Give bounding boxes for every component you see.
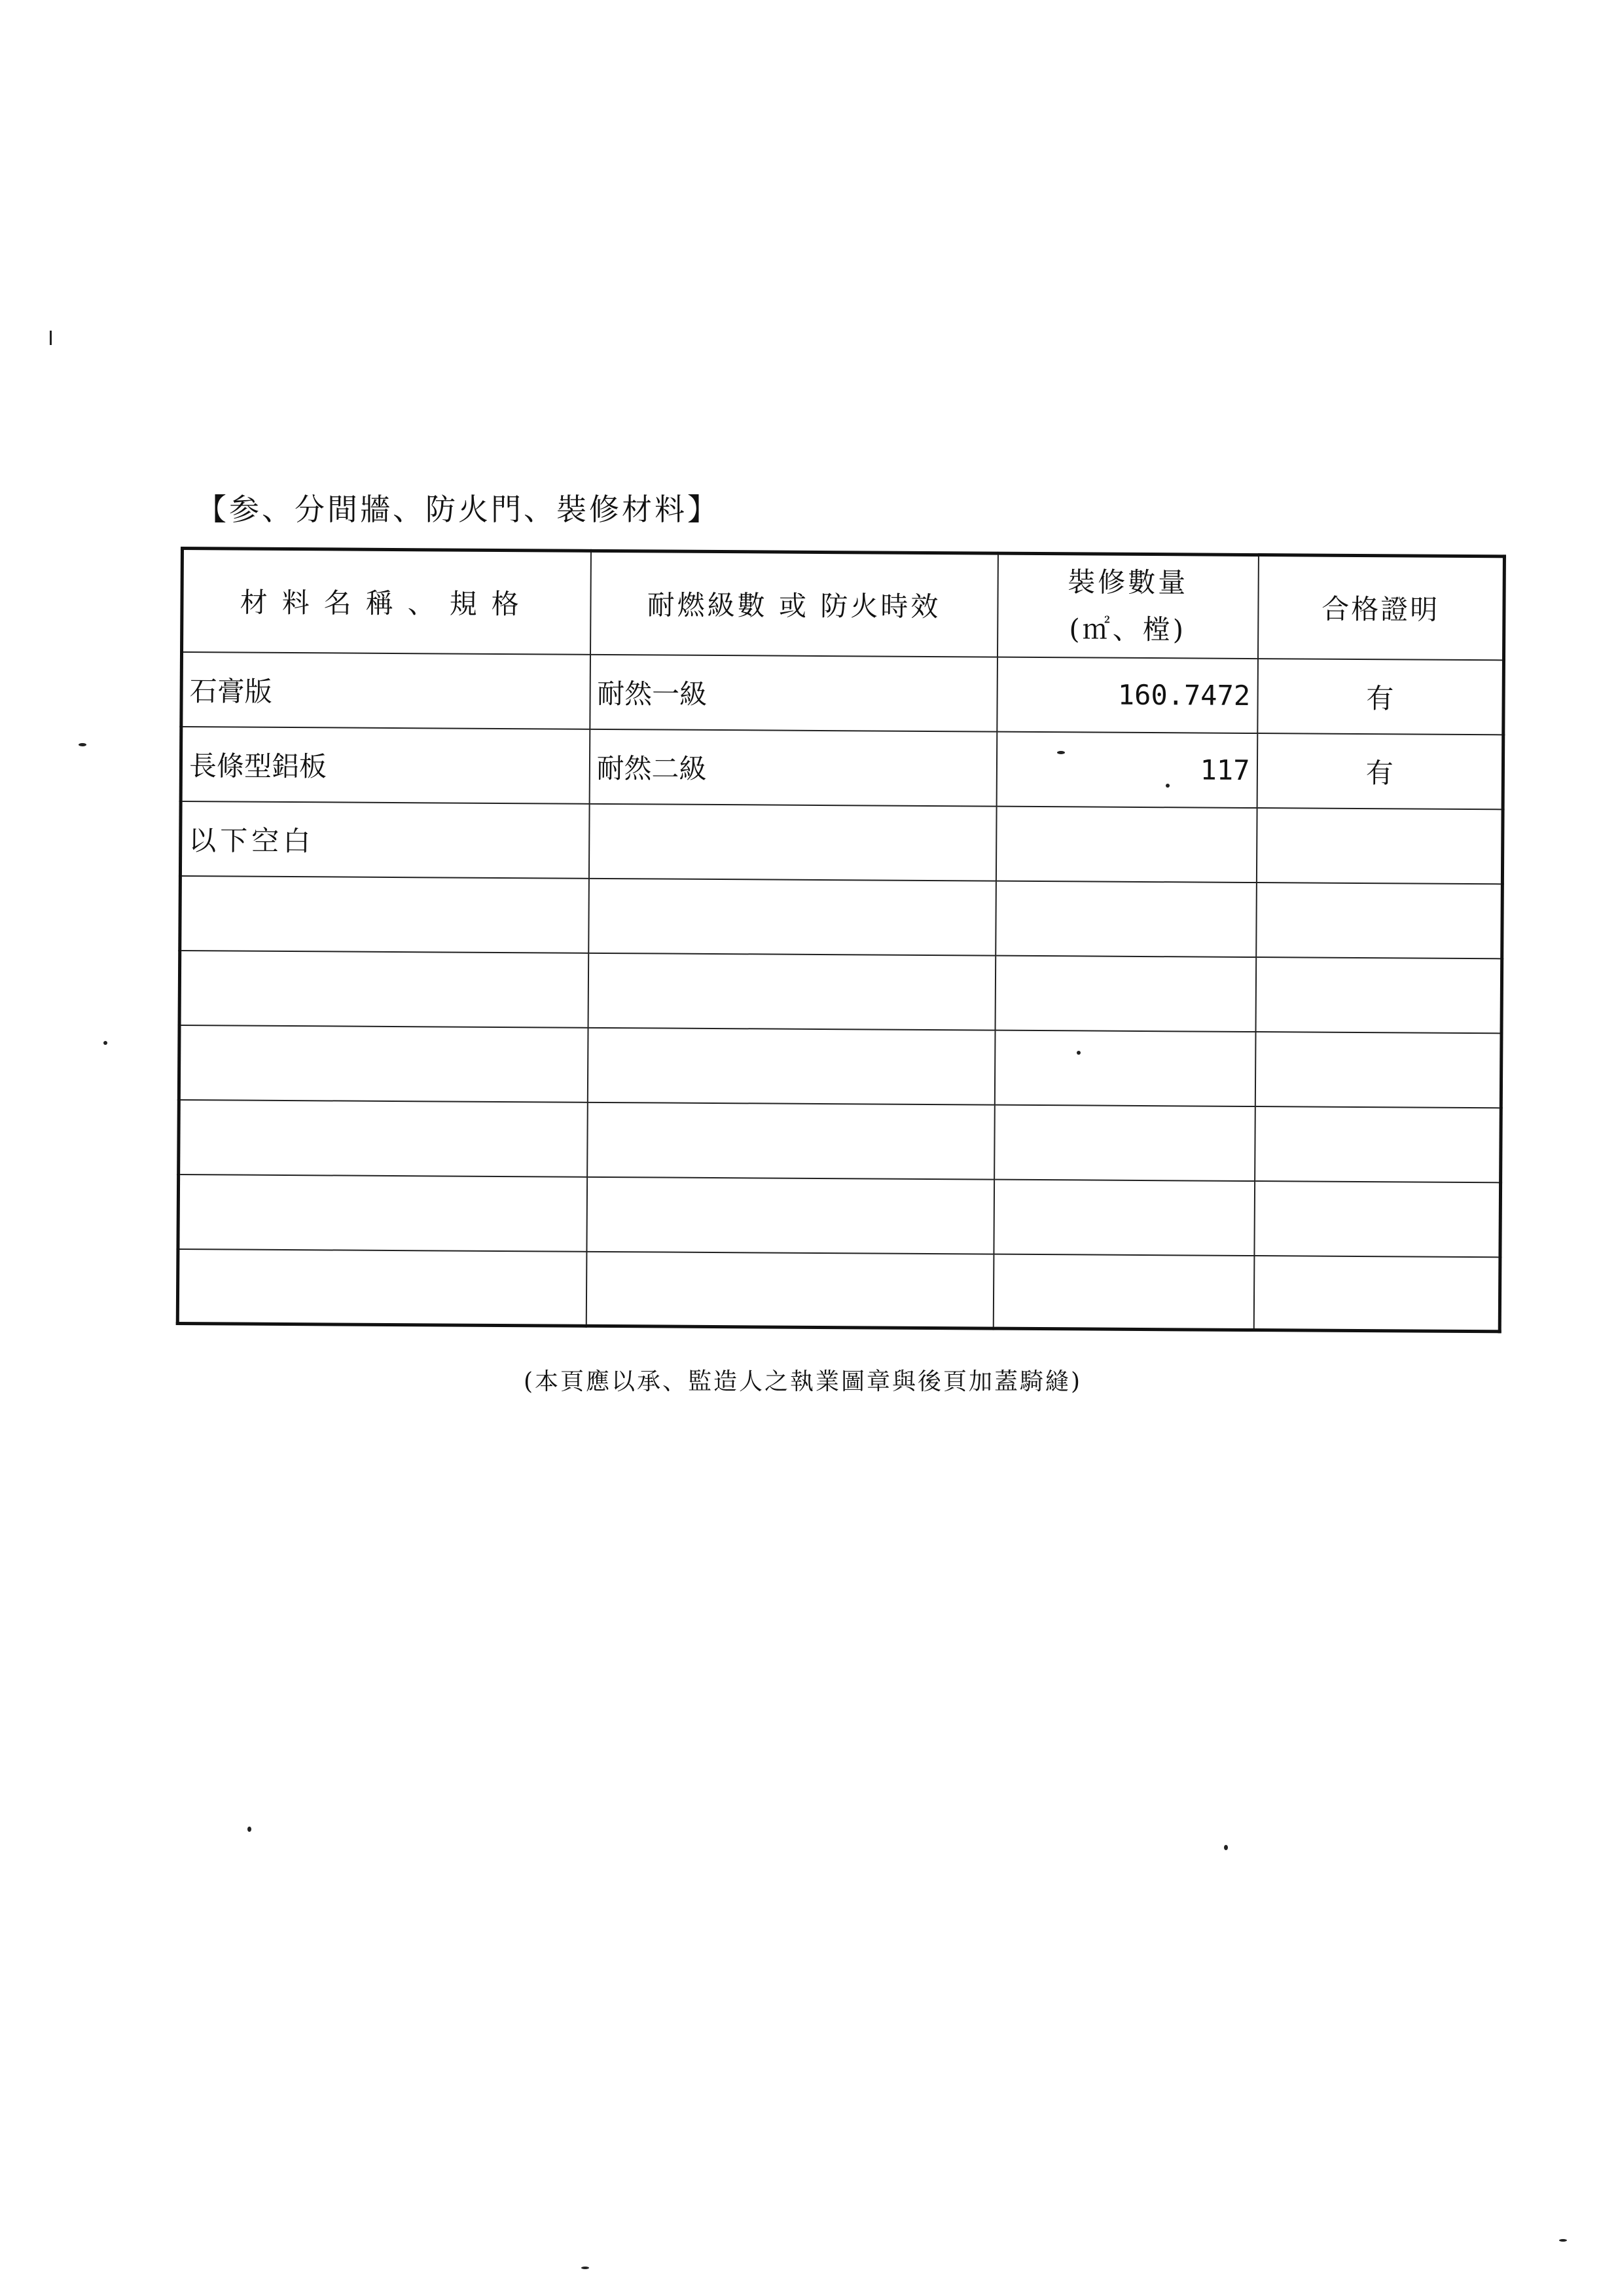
cell-blank-marker: 以下空白 (180, 801, 589, 879)
scan-speck (50, 331, 52, 345)
cell-fire-rating (588, 953, 996, 1030)
table-row (180, 801, 1503, 884)
header-certificate: 合格證明 (1257, 555, 1504, 660)
cell-quantity (995, 955, 1256, 1031)
scan-speck (1224, 1845, 1228, 1850)
scan-speck (1559, 2239, 1567, 2242)
cell-certificate: 有 (1257, 659, 1504, 735)
table-header-row (182, 549, 1505, 660)
cell-fire-rating (587, 1027, 995, 1104)
section-title: 【参、分間牆、防火門、裝修材料】 (196, 492, 720, 527)
materials-table-container (176, 547, 1503, 1328)
cell-material-name (178, 1174, 587, 1251)
cell-fire-rating (586, 1251, 994, 1328)
cell-material-name (177, 1248, 586, 1326)
cell-certificate (1255, 957, 1502, 1033)
header-material-name: 材料名稱、規格 (182, 549, 591, 655)
header-quantity-unit: (㎡、樘) (1069, 613, 1187, 646)
cell-quantity (996, 806, 1257, 882)
cell-quantity (993, 1254, 1254, 1330)
scan-speck (1077, 1051, 1081, 1055)
header-fire-rating: 耐燃級數 或 防火時效 (590, 551, 998, 657)
scan-speck (1166, 784, 1170, 788)
scan-speck (581, 2267, 589, 2269)
table-row (181, 727, 1503, 809)
cell-quantity (994, 1179, 1255, 1255)
table-row (178, 1174, 1501, 1256)
scan-speck (103, 1041, 107, 1045)
cell-material-name: 長條型鋁板 (181, 727, 590, 804)
table-row (177, 1248, 1500, 1331)
cell-fire-rating (586, 1176, 994, 1254)
scan-speck (247, 1827, 251, 1832)
cell-material-name (179, 1025, 588, 1102)
cell-quantity (994, 1104, 1255, 1180)
cell-fire-rating (587, 1102, 995, 1179)
seal-footnote: (本頁應以承、監造人之執業圖章與後頁加蓋騎縫) (524, 1368, 1083, 1395)
cell-fire-rating (588, 803, 996, 881)
cell-certificate (1253, 1256, 1500, 1332)
table-row (180, 876, 1503, 958)
cell-quantity: 117 (996, 731, 1257, 807)
cell-certificate (1256, 808, 1503, 884)
table-row (181, 652, 1504, 735)
cell-certificate (1255, 1032, 1501, 1108)
header-quantity (997, 553, 1258, 658)
cell-material-name (180, 876, 589, 953)
cell-certificate (1255, 1106, 1501, 1182)
scan-speck (79, 743, 86, 746)
cell-certificate: 有 (1257, 733, 1503, 809)
cell-fire-rating: 耐然二級 (589, 729, 997, 806)
cell-quantity: 160.7472 (997, 657, 1258, 733)
cell-fire-rating (588, 878, 996, 955)
cell-certificate (1254, 1181, 1501, 1257)
cell-material-name (179, 951, 588, 1028)
cell-fire-rating: 耐然一級 (590, 654, 998, 731)
table-row (179, 1025, 1501, 1108)
table-row (179, 1099, 1501, 1182)
header-quantity-label: 裝修數量 (1068, 566, 1189, 599)
materials-table (176, 547, 1506, 1333)
table-row (179, 951, 1502, 1033)
scan-speck (1057, 751, 1065, 754)
cell-certificate (1256, 883, 1503, 958)
cell-quantity (996, 881, 1257, 957)
cell-material-name (179, 1099, 588, 1176)
cell-material-name: 石膏版 (181, 652, 590, 729)
cell-quantity (994, 1030, 1255, 1106)
